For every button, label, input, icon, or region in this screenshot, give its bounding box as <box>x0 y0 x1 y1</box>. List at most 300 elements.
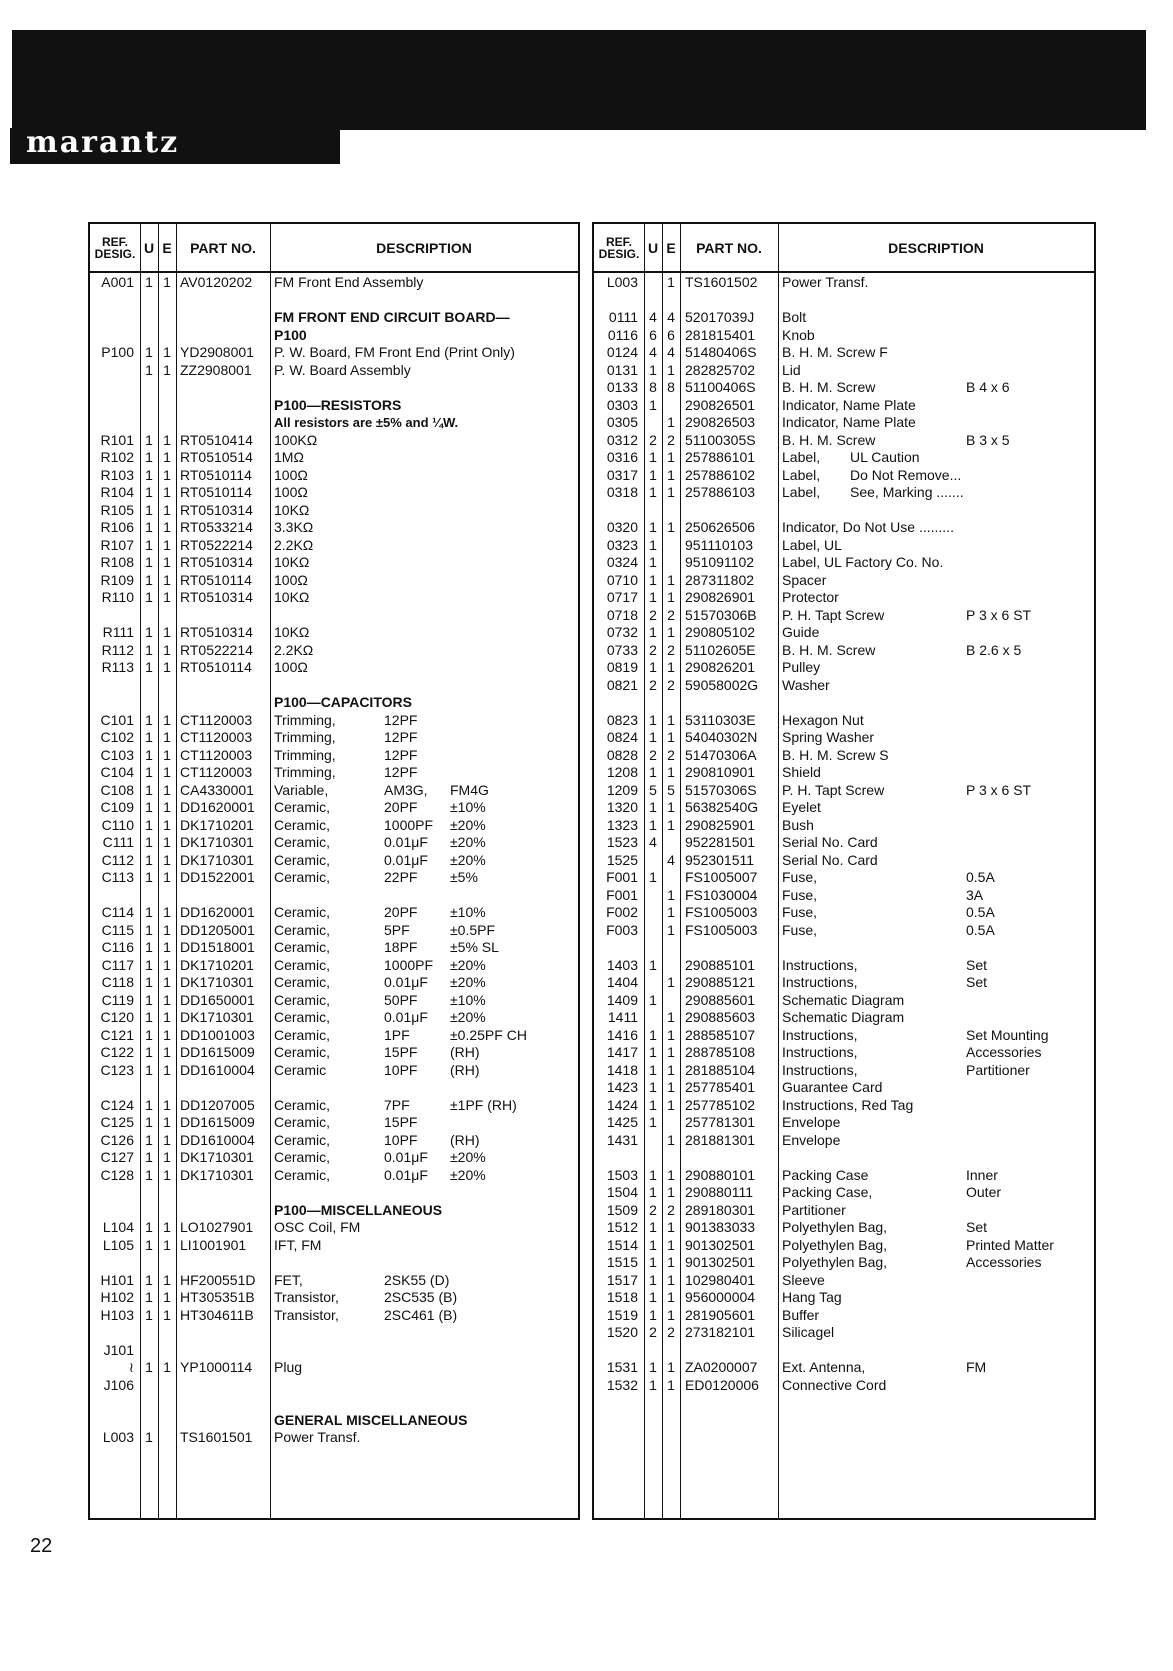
ref-desig-cell: C103 <box>100 746 134 763</box>
e-qty-cell: 1 <box>163 781 171 798</box>
spec-cell: P 3 x 6 ST <box>966 781 1032 798</box>
description-cell: 10KΩ <box>274 554 310 570</box>
part-no-cell: TS1601501 <box>180 1429 253 1445</box>
table-row <box>594 817 1094 835</box>
part-no-cell: 51480406S <box>685 344 757 360</box>
part-no-cell: AV0120202 <box>180 274 253 290</box>
u-qty-cell: 1 <box>649 466 657 483</box>
value-cell: 2SC535 (B) <box>384 1289 458 1305</box>
part-no-cell: 290825901 <box>685 816 756 833</box>
e-qty-cell: 1 <box>667 904 675 920</box>
table-row <box>90 1289 578 1307</box>
part-no-cell: RT0522214 <box>180 536 253 553</box>
part-no-cell: 102980401 <box>685 1271 756 1288</box>
description-cell: Label, <box>782 449 821 465</box>
ref-desig-cell: 1323 <box>606 816 638 833</box>
ref-desig-cell: R110 <box>101 589 134 605</box>
part-no-cell: DD1518001 <box>180 939 255 955</box>
part-no-cell: DD1620001 <box>180 904 255 920</box>
table-header <box>90 224 578 273</box>
description-cell: 100Ω <box>274 466 308 483</box>
table-row <box>594 432 1094 450</box>
ref-desig-cell: L003 <box>102 1429 134 1445</box>
value-cell: 0.01μF <box>384 851 428 868</box>
e-qty-cell: 1 <box>667 1184 675 1200</box>
description-cell: Trimming, <box>274 746 336 763</box>
e-qty-cell: 1 <box>163 519 171 535</box>
part-no-cell: 289180301 <box>685 1201 756 1218</box>
part-no-cell: DD1610004 <box>180 1061 255 1078</box>
description-cell: Packing Case <box>782 1166 869 1183</box>
part-no-cell: CT1120003 <box>180 711 253 728</box>
u-qty-cell: 2 <box>649 641 657 658</box>
description-cell: Schematic Diagram <box>782 991 905 1008</box>
table-row <box>90 519 578 537</box>
ref-desig-cell: C126 <box>100 1131 134 1148</box>
u-qty-cell: 1 <box>145 956 153 973</box>
part-no-cell: DK1710201 <box>180 816 254 833</box>
ref-desig-cell: C116 <box>101 939 134 955</box>
value-cell: 0.01μF <box>384 1009 428 1025</box>
table-row <box>90 782 578 800</box>
table-row <box>90 362 578 380</box>
table-row <box>594 957 1094 975</box>
table-row <box>90 922 578 940</box>
u-qty-cell: 1 <box>649 816 657 833</box>
ref-desig-cell: 0317 <box>606 466 638 483</box>
spec-cell: P 3 x 6 ST <box>966 606 1032 623</box>
ref-desig-cell: C112 <box>101 851 134 868</box>
table-row <box>594 747 1094 765</box>
part-no-cell: 51100406S <box>685 379 756 395</box>
table-row <box>90 852 578 870</box>
table-row <box>594 799 1094 817</box>
u-qty-cell: 1 <box>145 431 153 448</box>
part-no-cell: DK1710201 <box>180 956 254 973</box>
ref-desig-cell: R102 <box>100 449 134 465</box>
ref-desig-cell: 0733 <box>606 641 638 658</box>
table-row <box>90 1202 578 1220</box>
part-no-cell: ZA0200007 <box>685 1359 758 1375</box>
u-qty-cell: 1 <box>145 449 153 465</box>
description-cell: Ceramic, <box>274 956 331 973</box>
u-qty-cell: 1 <box>145 851 153 868</box>
description-cell: Plug <box>274 1359 303 1375</box>
spec-cell: ±20% <box>450 956 486 973</box>
part-no-cell: 287311802 <box>685 571 755 588</box>
ref-desig-cell: A001 <box>101 274 134 290</box>
part-no-cell: RT0510414 <box>180 431 253 448</box>
part-no-cell: RT0510114 <box>180 571 252 588</box>
description-cell: P100—MISCELLANEOUS <box>274 1201 443 1218</box>
table-row <box>594 1167 1094 1185</box>
header-u: U <box>143 239 155 256</box>
u-qty-cell: 1 <box>649 571 657 588</box>
e-qty-cell: 1 <box>163 816 171 833</box>
description-cell: Protector <box>782 589 839 605</box>
e-qty-cell: 1 <box>163 1166 171 1183</box>
value-cell: Do Not Remove... <box>850 466 962 483</box>
part-no-cell: DD1615009 <box>180 1114 255 1130</box>
description-cell: Polyethylen Bag, <box>782 1219 888 1235</box>
table-row <box>594 484 1094 502</box>
table-row <box>594 642 1094 660</box>
table-row <box>90 694 578 712</box>
part-no-cell: 951110103 <box>685 536 753 553</box>
value-cell: See, Marking ....... <box>850 484 964 500</box>
u-qty-cell: 1 <box>145 344 153 360</box>
description-cell: Instructions, <box>782 974 858 990</box>
ref-desig-cell: 0710 <box>606 571 638 588</box>
table-row <box>594 467 1094 485</box>
e-qty-cell: 1 <box>667 624 675 640</box>
u-qty-cell: 1 <box>649 1184 657 1200</box>
part-no-cell: CT1120003 <box>180 729 253 745</box>
u-qty-cell: 1 <box>649 1254 657 1270</box>
e-qty-cell: 1 <box>163 1306 171 1323</box>
spec-cell: 0.5A <box>966 869 995 885</box>
part-no-cell: DK1710301 <box>180 974 254 990</box>
u-qty-cell: 1 <box>649 1289 657 1305</box>
description-cell: Instructions, <box>782 1061 858 1078</box>
u-qty-cell: 1 <box>649 711 657 728</box>
table-row <box>594 1202 1094 1220</box>
table-row <box>594 782 1094 800</box>
table-row <box>594 309 1094 327</box>
u-qty-cell: 1 <box>145 1359 153 1375</box>
ref-desig-cell: 0318 <box>606 484 638 500</box>
table-row <box>90 974 578 992</box>
spec-cell: 3A <box>966 886 984 903</box>
part-no-cell: 282825702 <box>685 361 756 378</box>
ref-desig-cell: 1512 <box>606 1219 638 1235</box>
part-no-cell: DK1710301 <box>180 1166 254 1183</box>
e-qty-cell: 2 <box>667 676 675 693</box>
ref-desig-cell: 1209 <box>606 781 638 798</box>
part-no-cell: CA4330001 <box>180 781 254 798</box>
table-row <box>594 922 1094 940</box>
value-cell: 0.01μF <box>384 1149 428 1165</box>
table-row <box>90 554 578 572</box>
part-no-cell: LI1001901 <box>180 1236 247 1253</box>
e-qty-cell: 1 <box>667 1061 675 1078</box>
e-qty-cell: 1 <box>667 764 675 780</box>
description-cell: B. H. M. Screw S <box>782 746 889 763</box>
ref-desig-cell: 1514 <box>606 1236 638 1253</box>
description-cell: Label, UL Factory Co. No. <box>782 554 944 570</box>
part-no-cell: RT0510114 <box>180 466 252 483</box>
ref-desig-cell: L104 <box>102 1219 134 1235</box>
e-qty-cell: 1 <box>667 659 675 675</box>
u-qty-cell: 2 <box>649 1201 657 1218</box>
description-cell: Guarantee Card <box>782 1079 883 1095</box>
value-cell: 12PF <box>384 729 418 745</box>
description-cell: Power Transf. <box>274 1429 361 1445</box>
ref-desig-cell: C123 <box>100 1061 134 1078</box>
e-qty-cell: 1 <box>163 956 171 973</box>
description-cell: Packing Case, <box>782 1184 873 1200</box>
table-row <box>90 729 578 747</box>
e-qty-cell: 1 <box>163 799 171 815</box>
ref-desig-cell: 0323 <box>606 536 638 553</box>
ref-desig-cell: ≀ <box>128 1359 134 1375</box>
ref-desig-cell: 1416 <box>606 1026 638 1043</box>
spec-cell: ±10% <box>450 904 486 920</box>
e-qty-cell: 1 <box>163 624 171 640</box>
table-row <box>594 1062 1094 1080</box>
table-row <box>594 554 1094 572</box>
description-cell: 100Ω <box>274 484 308 500</box>
table-row <box>594 834 1094 852</box>
u-qty-cell: 1 <box>145 659 153 675</box>
spec-cell: FM4G <box>450 781 489 798</box>
part-no-cell: 51570306B <box>685 606 757 623</box>
e-qty-cell: 1 <box>163 1096 171 1113</box>
part-no-cell: HT304611B <box>180 1306 254 1323</box>
ref-desig-cell: C124 <box>100 1096 134 1113</box>
table-row <box>90 397 578 415</box>
spec-cell: ±20% <box>450 834 486 850</box>
u-qty-cell: 1 <box>649 1114 657 1130</box>
part-no-cell: DK1710301 <box>180 834 254 850</box>
ref-desig-cell: H101 <box>100 1271 134 1288</box>
table-row <box>90 414 578 432</box>
table-row <box>90 1272 578 1290</box>
description-cell: Bush <box>782 816 814 833</box>
spec-cell: Inner <box>966 1166 998 1183</box>
e-qty-cell: 1 <box>163 904 171 920</box>
ref-desig-cell: 1320 <box>606 799 638 815</box>
u-qty-cell: 1 <box>649 729 657 745</box>
description-cell: 10KΩ <box>274 624 310 640</box>
u-qty-cell: 1 <box>145 921 153 938</box>
e-qty-cell: 1 <box>163 991 171 1008</box>
description-cell: Serial No. Card <box>782 851 878 868</box>
part-no-cell: RT0510314 <box>180 589 253 605</box>
description-cell: P. W. Board, FM Front End (Print Only) <box>274 344 515 360</box>
ref-desig-cell: 1411 <box>607 1009 638 1025</box>
ref-desig-cell: R113 <box>101 659 134 675</box>
description-cell: P. H. Tapt Screw <box>782 781 885 798</box>
ref-desig-cell: 1518 <box>606 1289 638 1305</box>
description-cell: Instructions, Red Tag <box>782 1096 914 1113</box>
part-no-cell: 257886102 <box>685 466 756 483</box>
ref-desig-cell: 0312 <box>606 431 638 448</box>
description-cell: Envelope <box>782 1114 841 1130</box>
description-cell: Spring Washer <box>782 729 875 745</box>
table-row <box>90 1027 578 1045</box>
part-no-cell: FS1005003 <box>685 904 758 920</box>
u-qty-cell: 1 <box>145 501 153 518</box>
e-qty-cell: 1 <box>163 834 171 850</box>
table-row <box>90 1429 578 1447</box>
table-row <box>594 764 1094 782</box>
part-no-cell: 951091102 <box>685 554 755 570</box>
header-ref-desig: REF. DESIG. <box>94 234 136 261</box>
description-cell: Instructions, <box>782 1026 858 1043</box>
ref-desig-cell: R112 <box>101 641 134 658</box>
part-no-cell: 901302501 <box>685 1254 756 1270</box>
value-cell: 2SC461 (B) <box>384 1306 458 1323</box>
e-qty-cell: 1 <box>163 711 171 728</box>
table-row <box>594 904 1094 922</box>
part-no-cell: RT0533214 <box>180 519 253 535</box>
table-row <box>90 1097 578 1115</box>
value-cell: 20PF <box>384 904 418 920</box>
description-cell: Ceramic, <box>274 1131 331 1148</box>
u-qty-cell: 1 <box>649 449 657 465</box>
table-row <box>594 519 1094 537</box>
description-cell: Transistor, <box>274 1289 339 1305</box>
description-cell: Label, UL <box>782 536 842 553</box>
u-qty-cell: 1 <box>649 1271 657 1288</box>
ref-desig-cell: 1515 <box>606 1254 638 1270</box>
header-u: U <box>647 239 659 256</box>
spec-cell: ±20% <box>450 1009 486 1025</box>
description-cell: Instructions, <box>782 956 858 973</box>
part-no-cell: 52017039J <box>685 309 755 325</box>
ref-desig-cell: 0316 <box>606 449 638 465</box>
description-cell: Serial No. Card <box>782 834 878 850</box>
e-qty-cell: 1 <box>163 921 171 938</box>
part-no-cell: 290810901 <box>685 764 756 780</box>
u-qty-cell: 1 <box>145 536 153 553</box>
e-qty-cell: 1 <box>163 1114 171 1130</box>
u-qty-cell: 1 <box>649 484 657 500</box>
table-row <box>90 1114 578 1132</box>
u-qty-cell: 1 <box>145 711 153 728</box>
spec-cell: ±10% <box>450 991 486 1008</box>
u-qty-cell: 1 <box>145 1131 153 1148</box>
table-row <box>90 1062 578 1080</box>
description-cell: All resistors are ±5% and ¼W. <box>274 415 459 430</box>
value-cell: 50PF <box>384 991 418 1008</box>
table-row <box>594 1114 1094 1132</box>
e-qty-cell: 1 <box>667 1166 675 1183</box>
description-cell: Transistor, <box>274 1306 339 1323</box>
table-row <box>594 1184 1094 1202</box>
ref-desig-cell: C108 <box>100 781 134 798</box>
description-cell: Ceramic <box>274 1061 327 1078</box>
description-cell: P. H. Tapt Screw <box>782 606 885 623</box>
e-qty-cell: 1 <box>163 1219 171 1235</box>
u-qty-cell: 1 <box>145 274 153 290</box>
part-no-cell: FS1030004 <box>685 886 758 903</box>
u-qty-cell: 1 <box>145 1096 153 1113</box>
part-no-cell: DD1615009 <box>180 1044 255 1060</box>
description-cell: Polyethylen Bag, <box>782 1236 888 1253</box>
spec-cell: ±10% <box>450 799 486 815</box>
u-qty-cell: 1 <box>145 571 153 588</box>
part-no-cell: DD1610004 <box>180 1131 255 1148</box>
description-cell: Hexagon Nut <box>782 711 864 728</box>
value-cell: 1000PF <box>384 956 434 973</box>
table-row <box>90 589 578 607</box>
spec-cell: Set <box>966 1219 988 1235</box>
u-qty-cell: 2 <box>649 676 657 693</box>
spec-cell: Accessories <box>966 1254 1042 1270</box>
part-no-cell: 290880101 <box>685 1166 756 1183</box>
table-row <box>594 712 1094 730</box>
table-row <box>90 1342 578 1360</box>
value-cell: 18PF <box>384 939 418 955</box>
table-row <box>90 1307 578 1325</box>
table-row <box>90 1359 578 1377</box>
ref-desig-cell: C104 <box>100 764 134 780</box>
table-row <box>594 1027 1094 1045</box>
header-description: DESCRIPTION <box>376 239 472 256</box>
table-row <box>90 1237 578 1255</box>
part-no-cell: HF200551D <box>180 1271 256 1288</box>
ref-desig-cell: P100 <box>101 344 134 360</box>
ref-desig-cell: C111 <box>102 834 134 850</box>
spec-cell: Set Mounting <box>966 1026 1049 1043</box>
e-qty-cell: 1 <box>163 274 171 290</box>
u-qty-cell: 1 <box>145 1271 153 1288</box>
ref-desig-cell: C117 <box>101 956 134 973</box>
u-qty-cell: 1 <box>145 589 153 605</box>
ref-desig-cell: 1409 <box>606 991 638 1008</box>
description-cell: Bolt <box>782 309 807 325</box>
ref-desig-cell: F001 <box>606 869 638 885</box>
description-cell: Ceramic, <box>274 904 331 920</box>
ref-desig-cell: R109 <box>100 571 134 588</box>
e-qty-cell: 6 <box>667 326 675 343</box>
u-qty-cell: 1 <box>649 1166 657 1183</box>
e-qty-cell: 5 <box>667 781 675 798</box>
ref-desig-cell: 0324 <box>606 554 638 570</box>
table-row <box>90 1009 578 1027</box>
table-row <box>594 572 1094 590</box>
table-row <box>594 449 1094 467</box>
e-qty-cell: 1 <box>163 641 171 658</box>
ref-desig-cell: 0732 <box>606 624 638 640</box>
e-qty-cell: 1 <box>667 1219 675 1235</box>
spec-cell: Printed Matter <box>966 1236 1054 1253</box>
part-no-cell: 281905601 <box>685 1306 756 1323</box>
part-no-cell: 281881301 <box>685 1131 756 1148</box>
description-cell: Ceramic, <box>274 1026 331 1043</box>
u-qty-cell: 5 <box>649 781 657 798</box>
table-row <box>594 274 1094 292</box>
part-no-cell: DD1620001 <box>180 799 255 815</box>
description-cell: Envelope <box>782 1131 841 1148</box>
description-cell: IFT, FM <box>274 1236 322 1253</box>
part-no-cell: DK1710301 <box>180 1009 254 1025</box>
table-row <box>90 1412 578 1430</box>
e-qty-cell: 4 <box>667 851 675 868</box>
description-cell: Ceramic, <box>274 1166 331 1183</box>
part-no-cell: 56382540G <box>685 799 759 815</box>
spec-cell: (RH) <box>450 1044 480 1060</box>
e-qty-cell: 1 <box>163 554 171 570</box>
e-qty-cell: 4 <box>667 309 675 325</box>
table-row <box>594 362 1094 380</box>
part-no-cell: RT0510514 <box>180 449 253 465</box>
ref-desig-cell: 1503 <box>606 1166 638 1183</box>
u-qty-cell: 1 <box>145 904 153 920</box>
description-cell: Ceramic, <box>274 1149 331 1165</box>
ref-desig-cell: 0303 <box>606 396 638 413</box>
part-no-cell: 290826201 <box>685 659 756 675</box>
description-cell: Shield <box>782 764 821 780</box>
table-row <box>90 572 578 590</box>
ref-desig-cell: 1423 <box>606 1079 638 1095</box>
description-cell: Indicator, Do Not Use ......... <box>782 519 954 535</box>
spec-cell: 0.5A <box>966 921 995 938</box>
table-row <box>594 1377 1094 1395</box>
value-cell: 1PF <box>384 1026 410 1043</box>
